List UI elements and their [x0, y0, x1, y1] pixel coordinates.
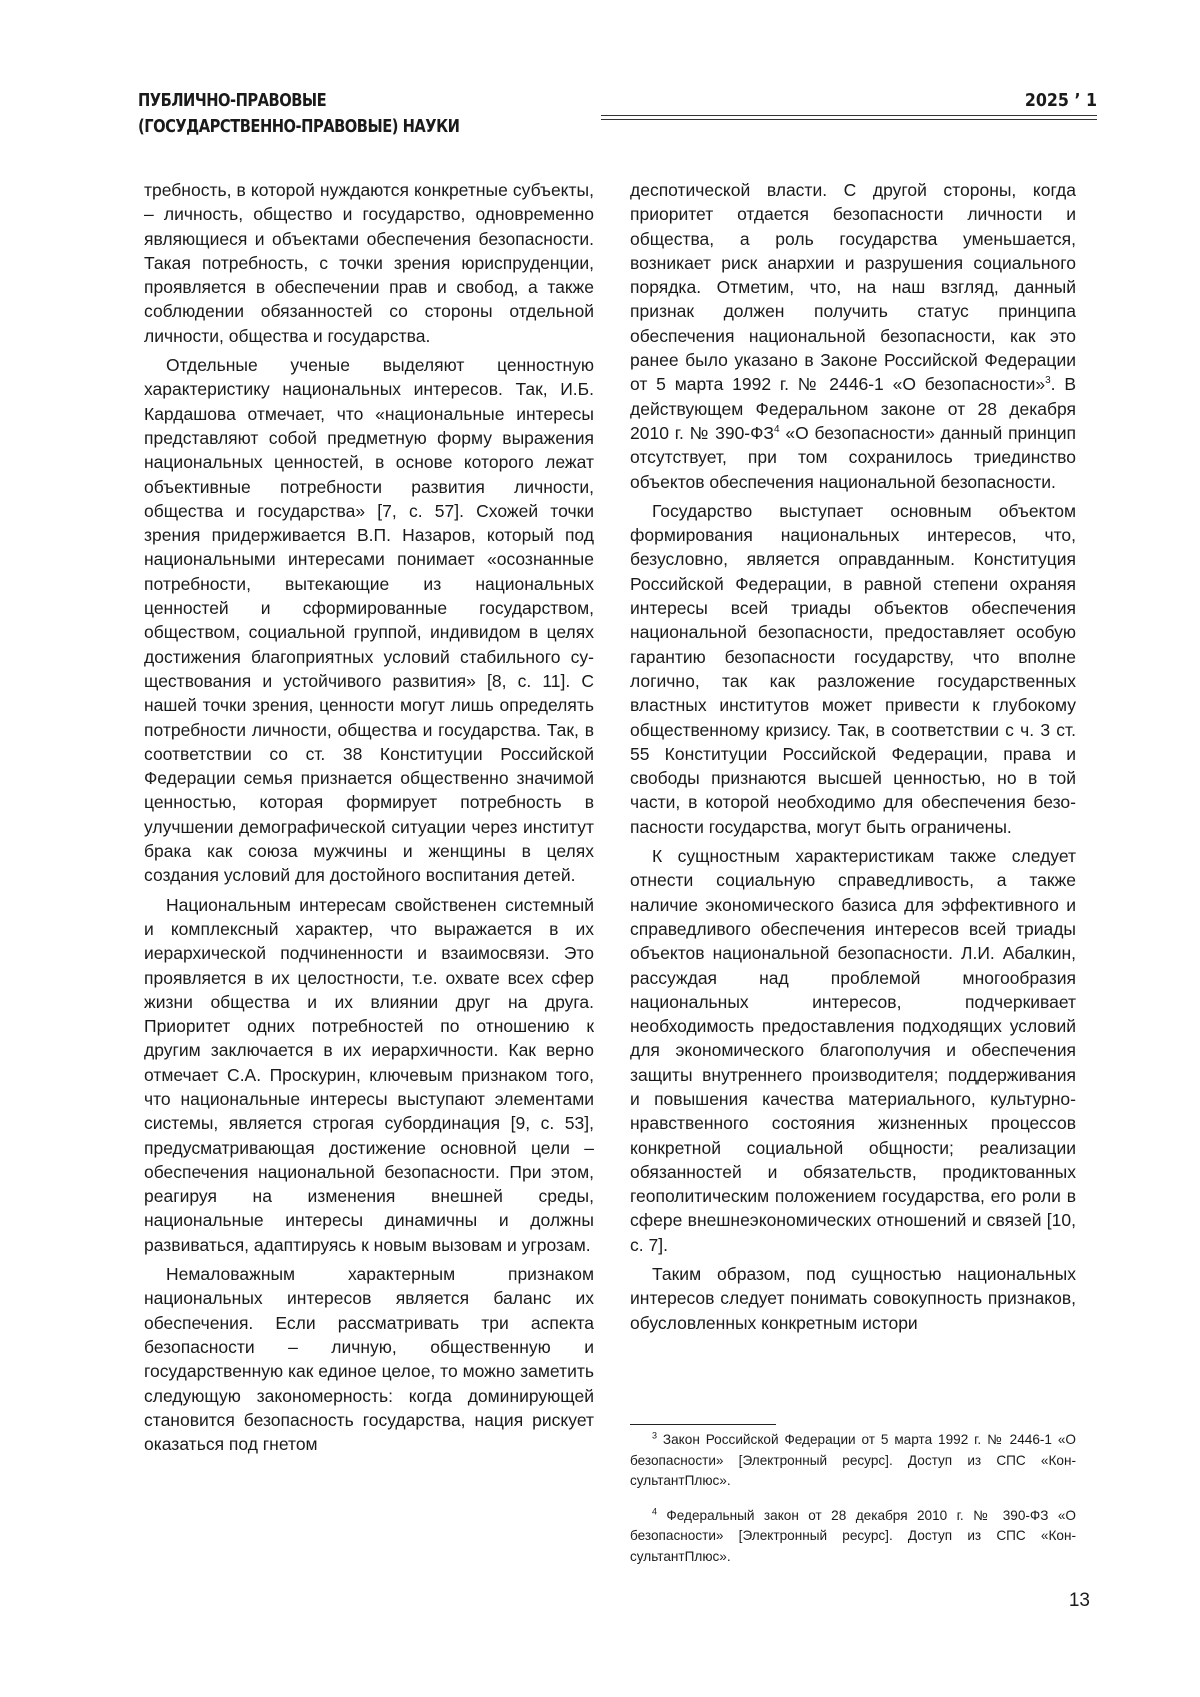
- footnote-number: 4: [652, 1505, 658, 1516]
- paragraph: Отдельные ученые выделяют ценностную характеристику национальных интересов. Так, И.Б. Кардашова отмечает, что «национальные интересы представляют собой предметную форму выражения национальных ценностей, в основе которого лежат объективные потребности развития личности, общества и государства» [7, с. 57]. Схожей точки зрения придерживается В.П. Назаров, который под национальными интересами понимает «осознанные потребности, вытекающие из национальных ценностей и сформированные государством, обществом, социальной группой, индивидом в целях достижения благоприятных условий стабильного существования и устойчивого развития» [8, с. 11]. С нашей точки зрения, ценности могут лишь определять потребности личности, общества и государства. Так, в соответствии со ст. 38 Конституции Российской Федерации семья признается общественно значимой ценностью, которая формирует потребность в улучшении демографической ситуации через институт брака как союза мужчины и женщины в целях создания условий для достойного воспитания детей.: [144, 355, 594, 886]
- footnote-number: 3: [652, 1430, 658, 1441]
- paragraph: Немаловажным характерным признаком национальных интересов является баланс их обеспечения. Если рассматривать три аспекта безопасности – личную, общественную и государственную как единое целое, то можно заметить следующую закономерность: когда доминирующей становится безопасность государства, нация рискует оказаться под гнетом: [144, 1264, 594, 1455]
- issue-number: 2025 ’ 1: [1024, 90, 1097, 111]
- running-header-section: [138, 88, 459, 140]
- paragraph: требность, в которой нуждаются конкретные субъекты, – личность, общество и государство, одновременно являющиеся и объектами обеспечения безопасности. Такая потребность, с точки зрения юриспруденции, проявляется в обеспечении прав и свобод, а также соблюдении обязанностей со стороны отдельной личности, общества и государства.: [144, 180, 594, 346]
- paragraph: Таким образом, под сущностью национальных интересов следует понимать совокупность признаков, обусловленных конкретным истори: [630, 1264, 1076, 1333]
- footnote-separator: [630, 1424, 776, 1425]
- footnotes: [630, 1430, 1076, 1581]
- paragraph-text: . В действующем Федеральном законе от 28 декабря 2010 г. № 390-ФЗ: [630, 374, 1076, 443]
- paragraph-text: деспотической власти. С другой стороны, когда приоритет отдается безопасности личности и общества, а роль государства уменьшается, возникает риск анархии и разрушения социального порядка. Отметим, что, на наш взгляд, данный признак должен получить статус принципа обеспечения национальной безопасности, как это ранее было указано в Законе Российской Федерации от 5 марта 1992 г. № 2446-1 «О безопасности»: [630, 180, 1076, 395]
- section-title-line2: (ГОСУДАРСТВЕННО-ПРАВОВЫЕ) НАУКИ: [138, 117, 460, 137]
- paragraph: Государство выступает основным объектом формирования национальных интересов, что, безусловно, является оправданным. Конституция Российской Федерации, в равной степени охраняя интересы всей триады объектов обеспечения национальной безопасности, предоставляет особую гарантию безопасности государству, что вполне логично, так как разложение государственных властных институтов может привести к глубокому общественному кризису. Так, в соответствии с ч. 3 ст. 55 Конституции Российской Федерации, права и свободы признаются высшей ценностью, но в той части, в которой необходимо для обеспечения безопасности государства, могут быть ограничены.: [630, 500, 1076, 837]
- page-number: 13: [1068, 1590, 1090, 1611]
- right-column: [630, 178, 1076, 1335]
- footnote-text: Федеральный закон от 28 декабря 2010 г. № 390-ФЗ «О безопасности» [Электронный ресурс]. Доступ из СПС «КонсультантПлюс».: [630, 1507, 1076, 1564]
- paragraph: К сущностным характеристикам также следует отнести социальную справедливость, а также наличие экономического базиса для эффективного и справедливого обеспечения интересов всей триады объектов национальной безопасности. Л.И. Абалкин, рассуждая над проблемой многообразия национальных интересов, подчеркивает необходимость предоставления подходящих условий для экономического благополучия и обеспечения защиты внутреннего производителя; поддерживания и повышения качества материального, культурно-нравственного состояния жизненных процессов конкретной социальной общности; реализации обязанностей и обязательств, продиктованных геополитическим положением государства, его роли в сфере внешнеэкономических отношений и связей [10, с. 7].: [630, 846, 1076, 1255]
- footnote-3: [630, 1430, 1076, 1492]
- paragraph: [630, 178, 1076, 494]
- footnote-ref-4: 4: [774, 424, 780, 436]
- footnote-4: [630, 1506, 1076, 1568]
- header-rule-bottom: [601, 119, 1097, 120]
- paragraph: Национальным интересам свойственен системный и комплексный характер, что выражается в их иерархической подчиненности и взаимосвязи. Это проявляется в их целостности, т.е. охвате всех сфер жизни общества и их влиянии друг на друга. Приоритет одних потребностей по отношению к другим заключается в их иерархичности. Как верно отмечает С.А. Проскурин, ключевым признаком того, что национальные интересы выступают элементами системы, является строгая субординация [9, с. 53], предусматривающая достижение основной цели – обеспечения национальной безопасности. При этом, реагируя на изменения внешней среды, национальные интересы динамичны и должны развиваться, адаптируясь к новым вызовам и угрозам.: [144, 894, 594, 1255]
- paragraph-text: «О безопасности» данный принцип отсутствует, при том сохранилось триединство объектов обеспечения национальной безопасности.: [630, 422, 1076, 492]
- footnote-text: Закон Российской Федерации от 5 марта 1992 г. № 2446-1 «О безопасности» [Электронный ресурс]. Доступ из СПС «КонсультантПлюс».: [630, 1432, 1076, 1488]
- left-column: [144, 178, 594, 1456]
- header-rule-top: [601, 115, 1097, 116]
- footnote-ref-3: 3: [1045, 375, 1051, 387]
- section-title-line1: ПУБЛИЧНО-ПРАВОВЫЕ: [138, 91, 327, 111]
